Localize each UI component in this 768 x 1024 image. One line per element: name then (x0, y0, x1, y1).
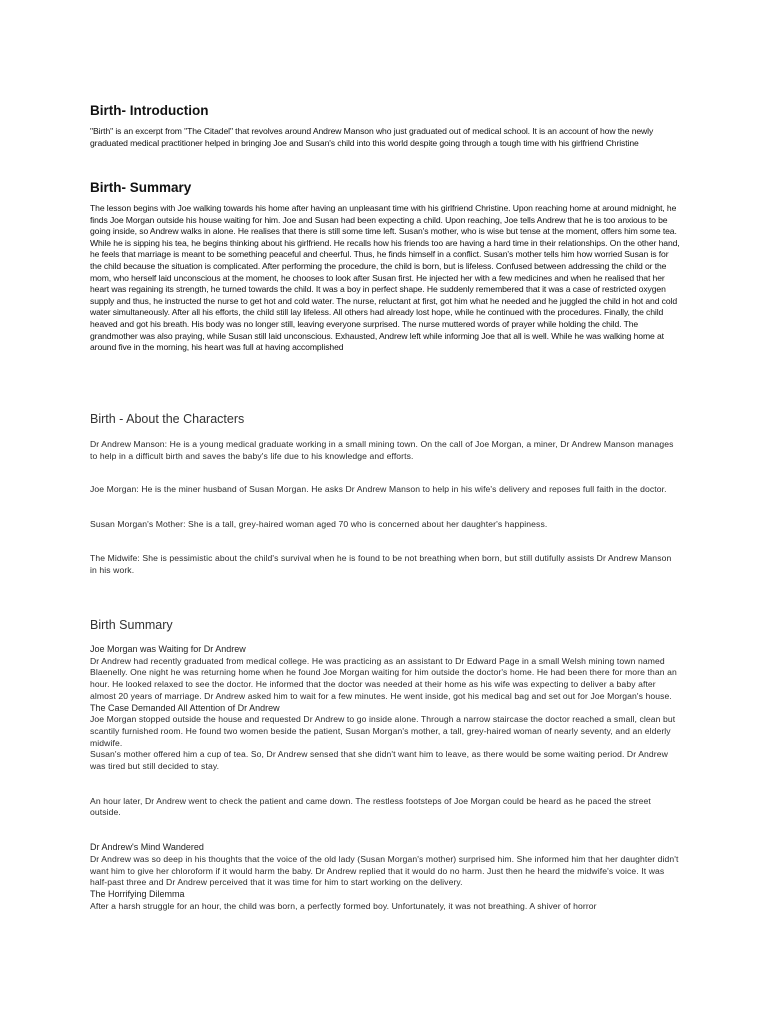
character-midwife: The Midwife: She is pessimistic about the child's survival when he is found to be not breathing when born, but still dutifully assists Dr Andrew Manson in his work. (90, 552, 672, 575)
summary-paragraph: The lesson begins with Joe walking towards his home after having an unpleasant time with his girlfriend Christine. Upon reaching home at around midnight, he finds Joe Morgan outside his house waiting for him. Joe and Susan had been expecting a child. Upon reaching, Joe tells Andrew that he is too anxious to be going inside, so Andrew walks in alone. He realises that there is still some time left. Susan's mother, who is wise but tense at the moment, offers him some tea. While he is sipping his tea, he begins thinking about his girlfriend. He recalls how his friends too are having a hard time in their relationships. On the other hand, he feels that marriage is meant to be something peaceful and cheerful. Thus, he finds himself in a conflict. Susan's mother tells him how worried Susan is for the child because the situation is complicated. After performing the procedure, the child is born, but is lifeless. Confused between addressing the child or the mom, who herself laid unconscious at the moment, he chooses to look after Susan first. He injected her with a few medicines and when he realised that her heart was regaining its strength, he turned towards the child. It was a boy in perfect shape. He suddenly remembered that it was a case of restricted oxygen supply and thus, he instructed the nurse to get hot and cold water. The nurse, reluctant at first, got him what he needed and he juggled the child in hot and cold water simultaneously. After all his efforts, the child still lay lifeless. All others had already lost hope, while he continued with the procedures. Finally, the child heaved and got his breath. His body was no longer still, leaving everyone surprised. The nurse muttered words of prayer while holding the child. The grandmother was also praying, while Susan still laid unconscious. Exhausted, Andrew left while informing Joe that all is well. While he was walking home at around five in the morning, his heart was full at having accomplished (90, 203, 680, 353)
subsection-title: The Horrifying Dilemma (90, 888, 185, 899)
summary-heading: Birth- Summary (90, 180, 192, 195)
summary-section (90, 180, 680, 354)
subsection-text: Susan's mother offered him a cup of tea. So, Dr Andrew sensed that she didn't want him to leave, as there would be some waiting period. Dr Andrew was tired but still decided to stay. (90, 749, 668, 772)
birth-summary-heading: Birth Summary (90, 618, 173, 632)
intro-section (90, 103, 680, 149)
subsection-text: An hour later, Dr Andrew went to check the patient and came down. The restless footsteps of Joe Morgan could be heard as he paced the street outside. (90, 795, 651, 818)
intro-heading: Birth- Introduction (90, 103, 209, 118)
character-joe: Joe Morgan: He is the miner husband of Susan Morgan. He asks Dr Andrew Manson to help in his wife's delivery and reposes full faith in the doctor. (90, 484, 667, 495)
birth-summary-section (90, 618, 680, 912)
subsection-text: Dr Andrew had recently graduated from medical college. He was practicing as an assistant to Dr Edward Page in a small Welsh mining town named Blaenelly. One night he was returning home when he found Joe Morgan waiting for him outside the doctor's home. He had been there for more than an hour. He looked relaxed to see the doctor. He informed that the doctor was needed at their home as his wife was expecting to deliver a baby after almost 20 years of marriage. Dr Andrew asked him to wait for a few minutes. He went inside, got his medical bag and set out for Joe Morgan's house. (90, 655, 677, 701)
characters-heading: Birth - About the Characters (90, 412, 245, 426)
subsection-text: Joe Morgan stopped outside the house and requested Dr Andrew to go inside alone. Through a narrow staircase the doctor reached a small, clean but scantily furnished room. He found two women beside the patient, Susan Morgan's mother, a tall, grey-haired woman of nearly seventy, and an elderly midwife. (90, 714, 676, 748)
intro-paragraph: "Birth" is an excerpt from "The Citadel" that revolves around Andrew Manson who just graduated out of medical school. It is an account of how the newly graduated medical practitioner helped in bringing Joe and Susan's child into this world despite going through a tough time with his girlfriend Christine (90, 126, 654, 148)
character-mother: Susan Morgan's Mother: She is a tall, grey-haired woman aged 70 who is concerned about her daughter's happiness. (90, 519, 548, 530)
subsection-title: Dr Andrew's Mind Wandered (90, 842, 204, 853)
subsection-text: After a harsh struggle for an hour, the child was born, a perfectly formed boy. Unfortunately, it was not breathing. A shiver of horror (90, 900, 597, 911)
subsection-title: The Case Demanded All Attention of Dr Andrew (90, 702, 280, 713)
characters-section (90, 412, 680, 576)
subsection-title: Joe Morgan was Waiting for Dr Andrew (90, 644, 246, 654)
character-andrew: Dr Andrew Manson: He is a young medical graduate working in a small mining town. On the call of Joe Morgan, a miner, Dr Andrew Manson manages to help in a difficult birth and saves the baby's life due to his knowledge and efforts. (90, 439, 674, 461)
subsection-text: Dr Andrew was so deep in his thoughts that the voice of the old lady (Susan Morgan's mother) surprised him. She informed him that her daughter didn't want him to give her chloroform if it would harm the baby. Dr Andrew replied that it would do no harm. Just then he heard the midwife's voice. It was half-past three and Dr Andrew perceived that it was time for him to start working on the delivery. (90, 853, 679, 888)
